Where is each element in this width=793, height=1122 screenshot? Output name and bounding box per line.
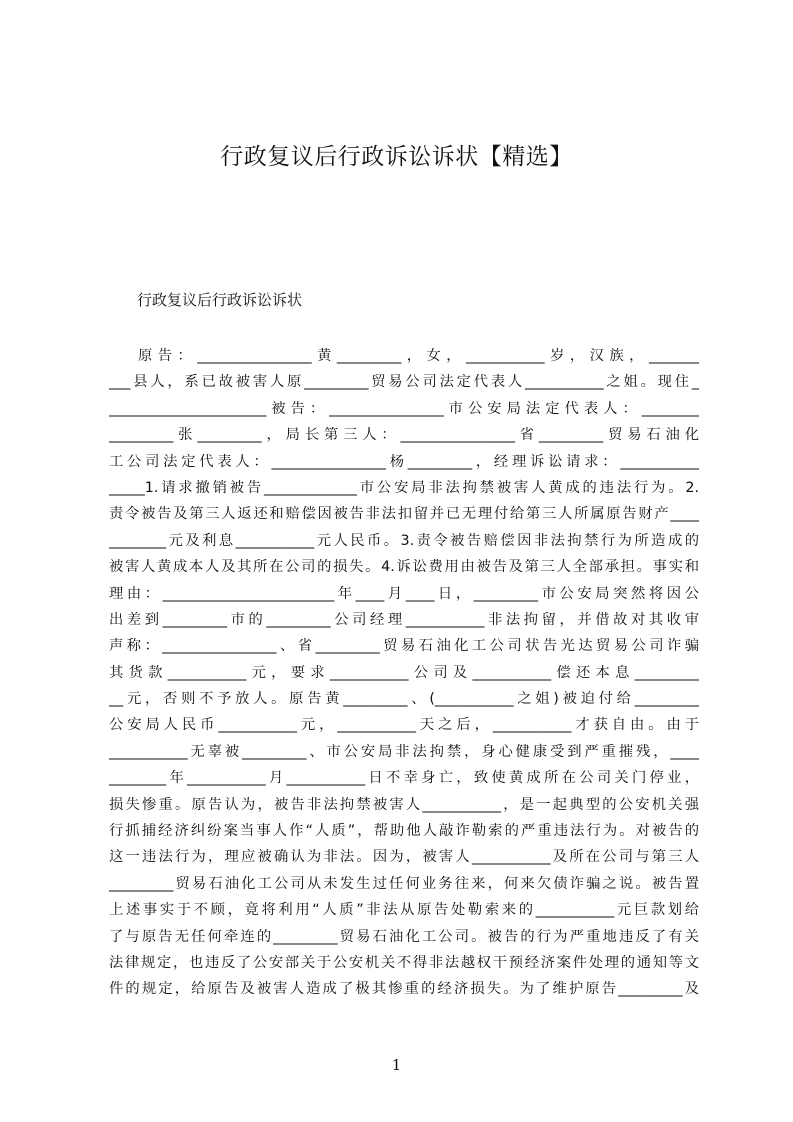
body-line: ______________________被告：________________市公安局法定代表人：________ [109, 400, 699, 417]
body-line: ________元及利息___________元人民币。3.责令被告赔偿因非法拘禁行为所造成的 [109, 532, 699, 549]
body-line: 出差到_________市的_________公司经理___________非法拘留，并借故对其收审 [109, 611, 699, 628]
body-line: 损失惨重。原告认为，被告非法拘禁被害人___________，是一起典型的公安机关强 [109, 796, 699, 813]
page-number: 1 [391, 1056, 402, 1074]
body-line: ___县人，系已故被害人原_________贸易公司法定代表人___________之姐。现住_ [109, 374, 699, 391]
body-line: ________年___________月___________日不幸身亡，致使黄成所在公司关门停业， [109, 770, 699, 787]
document-title: 行政复议后行政诉讼诉状【精选】 [220, 144, 573, 170]
body-line: 原告：________________黄_________，女，___________岁，汉族，_______ [138, 348, 699, 364]
body-line: 被害人黄成本人及其所在公司的损失。4.诉讼费用由被告及第三人全部承担。事实和 [109, 559, 699, 576]
body-line: 工公司法定代表人：________________杨_________，经理诉讼请求：___________ [109, 453, 699, 470]
body-line: 其货款___________元，要求___________公司及___________偿还本息_________ [109, 664, 699, 681]
body-line: 这一违法行为，理应被确认为非法。因为，被害人___________及所在公司与第三人 [109, 849, 699, 866]
body-line: 件的规定，给原告及被害人造成了极其惨重的经济损失。为了维护原告_________及 [109, 981, 699, 998]
body-line: 责令被告及第三人返还和赔偿因被告非法扣留并已无理付给第三人所属原告财产____ [109, 506, 699, 523]
body-line: 法律规定，也违反了公安部关于公安机关不得非法越权干预经济案件处理的通知等文 [109, 954, 699, 971]
body-line: _________贸易石油化工公司从未发生过任何业务往来，何来欠债诈骗之说。被告置 [109, 875, 699, 892]
body-line: 行抓捕经济纠纷案当事人作“人质”，帮助他人敲诈勒索的严重违法行为。对被告的 [109, 823, 699, 840]
complaint-body [109, 343, 699, 1003]
body-line: _________张_________，局长第三人：________________省_________贸易石油化 [109, 427, 699, 444]
body-line: 理由：________________________年____月____日，_________市公安局突然将因公 [109, 585, 699, 602]
body-line: 声称：________________、省_________贸易石油化工公司状告光达贸易公司诈骗 [109, 638, 699, 655]
body-line: _____1.请求撤销被告_____________市公安局非法拘禁被害人黄成的违法行为。2. [109, 479, 699, 496]
body-line: 上述事实于不顾，竟将利用“人质”非法从原告处勒索来的___________元巨款划给 [109, 902, 699, 919]
body-line: __元，否则不予放人。原告黄_________、(___________之姐)被迫付给_________ [109, 691, 699, 708]
body-line: 公安局人民币___________元，___________天之后，___________才获自由。由于 [109, 717, 699, 734]
body-line: 了与原告无任何牵连的_________贸易石油化工公司。被告的行为严重地违反了有关 [109, 928, 699, 945]
body-line: ___________无辜被_________、市公安局非法拘禁，身心健康受到严重摧残，____ [109, 743, 699, 760]
document-subtitle: 行政复议后行政诉讼诉状 [137, 291, 303, 309]
